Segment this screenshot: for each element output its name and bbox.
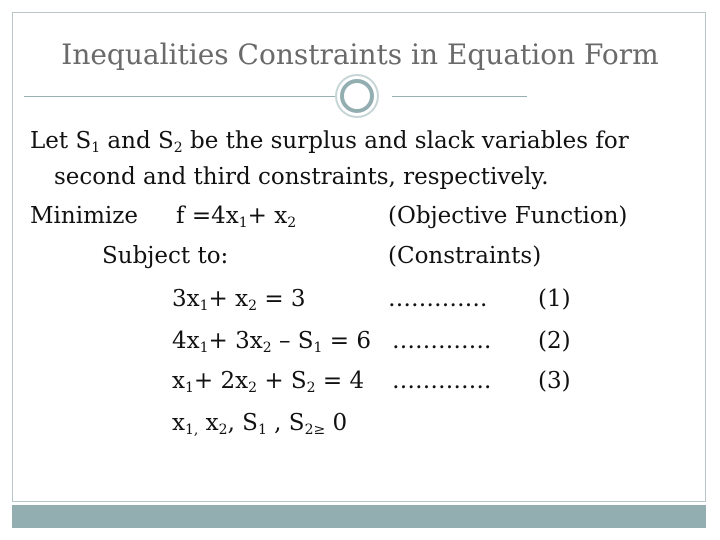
footer-bar (12, 505, 706, 528)
subscript: 2 (287, 215, 297, 231)
constraint-3 (172, 368, 365, 396)
intro-text: and S (100, 128, 174, 154)
intro-text: Let S (30, 128, 92, 154)
constraint-text: – S (271, 328, 314, 354)
title-divider-right (392, 96, 527, 97)
subscript: 2 (248, 298, 258, 314)
subscript: 1 (313, 340, 323, 356)
constraint-text: + 2x (193, 368, 249, 394)
objective-annotation: (Objective Function) (388, 203, 628, 229)
constraint-text: 0 (325, 410, 348, 436)
objective-function (176, 203, 297, 231)
subscript: 1 (91, 140, 101, 156)
constraint-2 (172, 328, 371, 356)
objective-text: f =4x (176, 203, 239, 229)
minimize-label: Minimize (30, 203, 138, 229)
subscript: 2 (248, 380, 258, 396)
subscript: 1 (257, 422, 267, 438)
subscript: 1 (199, 340, 209, 356)
constraint-2-dots: …………. (392, 328, 492, 354)
subscript: 1, (184, 422, 199, 438)
subscript: 2≥ (304, 422, 326, 438)
constraint-1 (172, 286, 306, 314)
intro-line-1 (30, 128, 629, 156)
constraint-text: + S (257, 368, 307, 394)
objective-text: + x (247, 203, 288, 229)
title-divider-left (24, 96, 344, 97)
constraint-text: x (198, 410, 219, 436)
subscript: 2 (173, 140, 183, 156)
subscript: 2 (262, 340, 272, 356)
constraint-text: + x (208, 286, 249, 312)
constraint-text: 4x (172, 328, 200, 354)
constraint-text: = 6 (322, 328, 371, 354)
subscript: 1 (199, 298, 209, 314)
constraint-2-number: (2) (538, 328, 571, 354)
nonnegativity-constraint (172, 410, 348, 438)
constraint-3-number: (3) (538, 368, 571, 394)
constraint-text: , S (266, 410, 305, 436)
constraints-annotation: (Constraints) (388, 243, 542, 269)
title-divider-ring-icon (340, 79, 374, 113)
constraint-1-number: (1) (538, 286, 571, 312)
constraint-text: + 3x (208, 328, 263, 354)
subscript: 1 (238, 215, 248, 231)
subscript: 1 (184, 380, 194, 396)
constraint-text: x (172, 410, 185, 436)
subject-to-label: Subject to: (102, 243, 229, 269)
constraint-text: 3x (172, 286, 200, 312)
constraint-text: = 3 (257, 286, 306, 312)
subscript: 2 (218, 422, 228, 438)
constraint-3-dots: …………. (392, 368, 492, 394)
intro-line-2: second and third constraints, respectively. (54, 164, 549, 190)
intro-text: be the surplus and slack variables for (182, 128, 629, 154)
slide-title: Inequalities Constraints in Equation Form (61, 38, 659, 71)
constraint-text: x (172, 368, 185, 394)
subscript: 2 (306, 380, 316, 396)
constraint-1-dots: …………. (388, 286, 488, 312)
constraint-text: = 4 (315, 368, 365, 394)
constraint-text: , S (227, 410, 258, 436)
